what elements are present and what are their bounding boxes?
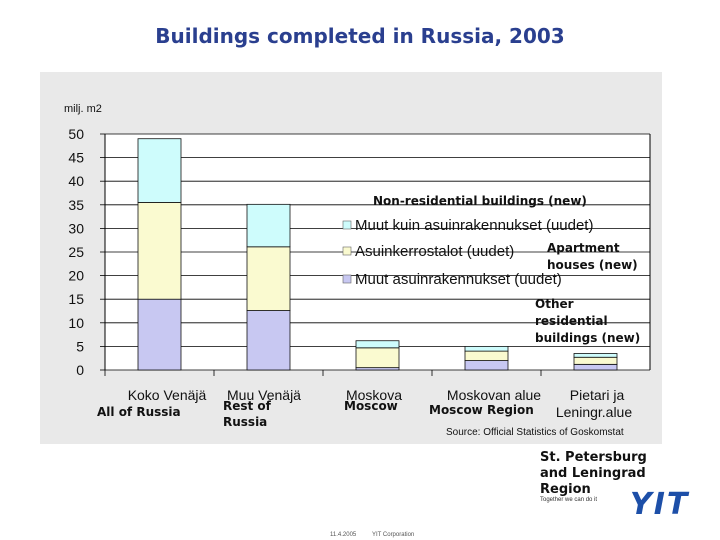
- bar-segment: [138, 299, 181, 370]
- legend-label: Muut kuin asuinrakennukset (uudet): [355, 217, 594, 234]
- series-translation: residential: [535, 314, 608, 328]
- bar-segment: [138, 139, 181, 203]
- series-translation: buildings (new): [535, 331, 641, 345]
- x-tick-label: Moskova: [345, 387, 403, 403]
- footer-date: 11.4.2005: [330, 532, 357, 538]
- bar-segment: [247, 247, 290, 311]
- y-tick-label: 25: [68, 244, 84, 260]
- category-translation: Moscow Region: [429, 403, 534, 417]
- footer-company: YIT Corporation: [372, 532, 415, 538]
- source-note: Source: Official Statistics of Goskomstat: [446, 427, 624, 438]
- bar-segment: [138, 202, 181, 299]
- y-tick-label: 45: [68, 149, 84, 166]
- category-translation: All of Russia: [97, 405, 181, 419]
- bar-segment: [465, 346, 508, 351]
- x-tick-label: Koko Venäjä: [127, 387, 207, 403]
- bar-segment: [574, 357, 617, 364]
- y-tick-label: 5: [76, 338, 84, 355]
- series-translation: Non-residential buildings (new): [373, 194, 587, 208]
- legend-swatch: [343, 221, 351, 229]
- legend-swatch: [343, 275, 351, 283]
- chart-panel: [40, 72, 662, 444]
- bar-segment: [574, 353, 617, 357]
- bar-segment: [247, 204, 290, 246]
- footer-note-line: Region: [540, 482, 591, 497]
- y-tick-label: 10: [68, 314, 84, 331]
- x-tick-label: Leningr.alue: [555, 404, 633, 420]
- company-logo: YIT: [630, 487, 690, 522]
- slide-title: Buildings completed in Russia, 2003: [155, 24, 565, 48]
- series-translation: houses (new): [547, 258, 638, 272]
- y-tick-label: 35: [68, 196, 84, 213]
- bar-segment: [356, 341, 399, 348]
- y-tick-label: 0: [76, 362, 84, 378]
- stacked-bar-chart: [40, 72, 662, 444]
- series-translation: Other: [535, 297, 574, 311]
- x-tick-label: Moskovan alue: [446, 387, 542, 403]
- y-tick-label: 15: [68, 291, 84, 308]
- legend-label: Muut asuinrakennukset (uudet): [355, 271, 562, 288]
- bar-segment: [465, 361, 508, 370]
- category-translation: Moscow: [344, 399, 398, 413]
- series-translation: Apartment: [547, 241, 620, 255]
- y-tick-label: 50: [68, 126, 84, 142]
- footer-note-line: St. Petersburg: [540, 450, 647, 465]
- bar-segment: [574, 364, 617, 370]
- y-tick-label: 40: [68, 173, 84, 190]
- y-tick-label: 30: [68, 220, 84, 237]
- legend-label: Asuinkerrostalot (uudet): [355, 243, 515, 260]
- bar-segment: [465, 351, 508, 360]
- y-axis-label: milj. m2: [64, 103, 102, 115]
- category-translation: Russia: [223, 415, 268, 429]
- x-tick-label: Pietari ja: [569, 387, 625, 403]
- x-tick-label: Muu Venäjä: [227, 387, 301, 403]
- category-translation: Rest of: [223, 399, 271, 413]
- y-tick-label: 20: [68, 267, 84, 284]
- bar-segment: [356, 348, 399, 368]
- tagline: Together we can do it: [540, 497, 598, 503]
- legend-swatch: [343, 247, 351, 255]
- bar-segment: [247, 311, 290, 370]
- footer-note-line: and Leningrad: [540, 466, 646, 481]
